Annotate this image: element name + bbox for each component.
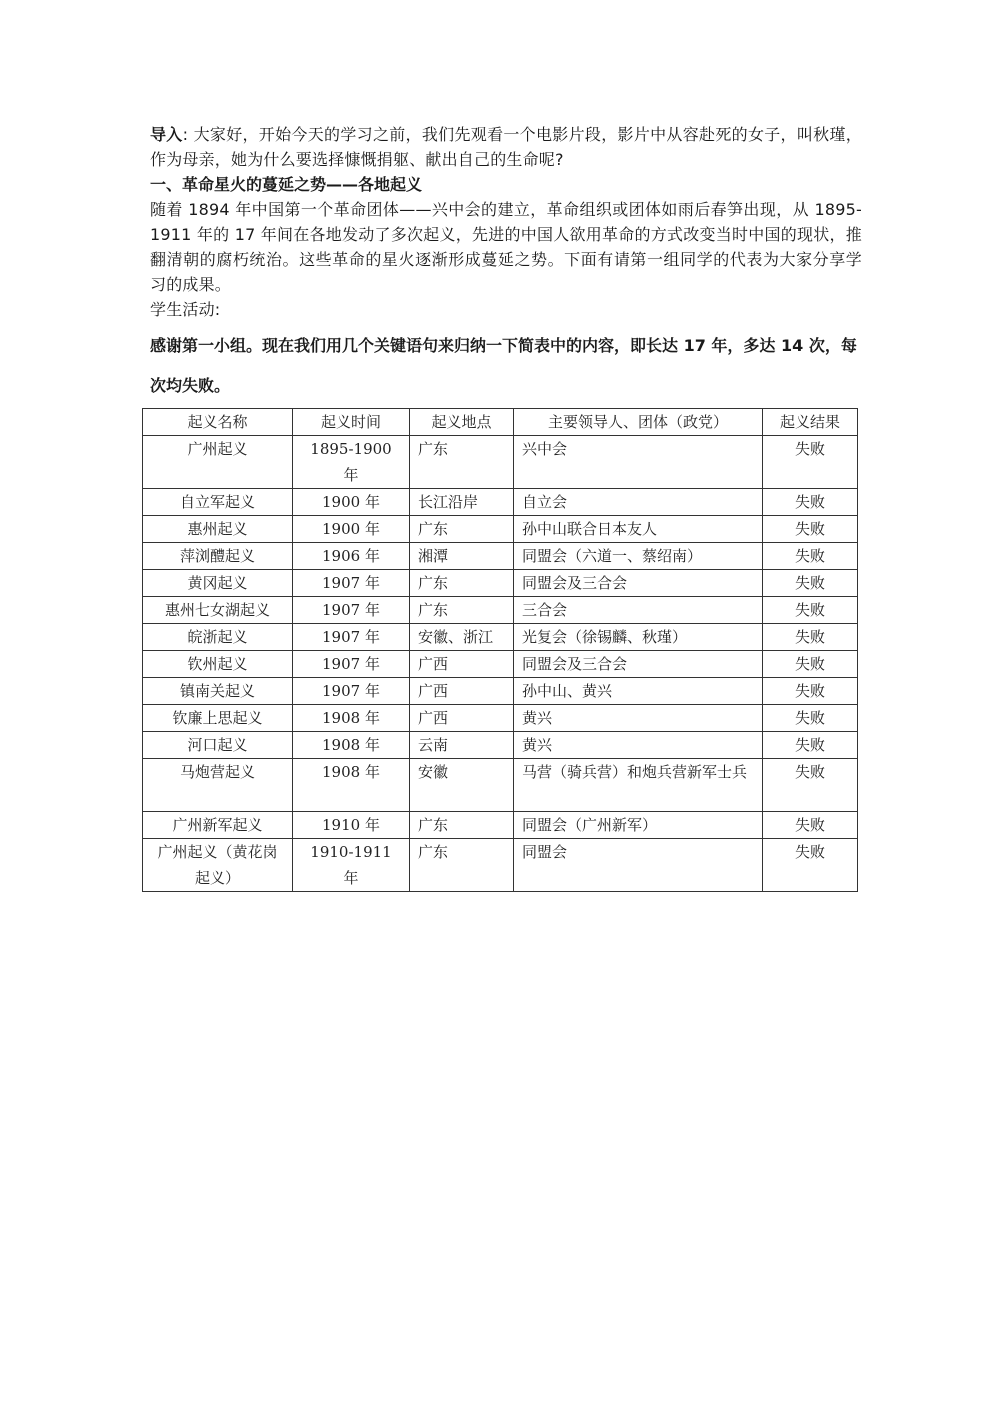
cell-place: 广西 xyxy=(410,705,514,732)
cell-result: 失败 xyxy=(763,651,858,678)
cell-time: 1908 年 xyxy=(293,759,410,812)
cell-time: 1910-1911 年 xyxy=(293,839,410,892)
cell-time: 1907 年 xyxy=(293,678,410,705)
cell-leader: 同盟会（六道一、蔡绍南） xyxy=(514,543,763,570)
cell-leader-text: 马营（骑兵营）和炮兵营新军士兵 xyxy=(522,763,748,781)
cell-result: 失败 xyxy=(763,705,858,732)
intro-label: 导入 xyxy=(150,125,183,144)
header-result: 起义结果 xyxy=(763,409,858,436)
uprisings-table xyxy=(142,408,858,892)
cell-name: 黄冈起义 xyxy=(143,570,293,597)
table-row xyxy=(143,516,858,543)
cell-result: 失败 xyxy=(763,678,858,705)
cell-place: 广东 xyxy=(410,436,514,489)
cell-place: 广东 xyxy=(410,516,514,543)
cell-result: 失败 xyxy=(763,570,858,597)
table-row xyxy=(143,436,858,489)
cell-result: 失败 xyxy=(763,436,858,489)
table-row xyxy=(143,839,858,892)
cell-name: 惠州七女湖起义 xyxy=(143,597,293,624)
cell-name: 广州起义 xyxy=(143,436,293,489)
cell-time: 1900 年 xyxy=(293,516,410,543)
cell-place: 长江沿岸 xyxy=(410,489,514,516)
cell-name: 河口起义 xyxy=(143,732,293,759)
cell-leader: 同盟会 xyxy=(514,839,763,892)
cell-result: 失败 xyxy=(763,516,858,543)
cell-leader: 黄兴 xyxy=(514,732,763,759)
cell-name: 镇南关起义 xyxy=(143,678,293,705)
activity-label: 学生活动: xyxy=(150,300,221,319)
cell-name: 自立军起义 xyxy=(143,489,293,516)
cell-result: 失败 xyxy=(763,489,858,516)
cell-time: 1907 年 xyxy=(293,570,410,597)
cell-time: 1907 年 xyxy=(293,624,410,651)
cell-time: 1900 年 xyxy=(293,489,410,516)
cell-place: 广西 xyxy=(410,651,514,678)
cell-leader: 光复会（徐锡麟、秋瑾） xyxy=(514,624,763,651)
cell-time: 1906 年 xyxy=(293,543,410,570)
intro-paragraph xyxy=(150,122,862,172)
document-body xyxy=(150,122,862,406)
cell-place: 广东 xyxy=(410,597,514,624)
uprisings-table-wrapper xyxy=(142,408,858,892)
cell-leader: 同盟会（广州新军） xyxy=(514,812,763,839)
cell-time: 1907 年 xyxy=(293,597,410,624)
table-row xyxy=(143,759,858,812)
cell-leader: 孙中山、黄兴 xyxy=(514,678,763,705)
table-row xyxy=(143,678,858,705)
cell-place: 云南 xyxy=(410,732,514,759)
cell-time: 1907 年 xyxy=(293,651,410,678)
section-body: 随着 1894 年中国第一个革命团体——兴中会的建立，革命组织或团体如雨后春笋出现，从 1895-1911 年的 17 年间在各地发动了多次起义，先进的中国人欲用革命的方式改变当时中国的现状，推翻清朝的腐朽统治。这些革命的星火逐渐形成蔓延之势。下面有请第一组同学的代表为大家分享学习的成果。 xyxy=(150,200,862,294)
cell-name: 惠州起义 xyxy=(143,516,293,543)
header-time: 起义时间 xyxy=(293,409,410,436)
cell-name: 皖浙起义 xyxy=(143,624,293,651)
table-row xyxy=(143,651,858,678)
cell-place: 广西 xyxy=(410,678,514,705)
cell-time: 1910 年 xyxy=(293,812,410,839)
intro-colon: : xyxy=(182,125,189,144)
cell-leader: 同盟会及三合会 xyxy=(514,570,763,597)
cell-leader: 孙中山联合日本友人 xyxy=(514,516,763,543)
cell-result: 失败 xyxy=(763,732,858,759)
cell-place: 安徽 xyxy=(410,759,514,812)
cell-name: 马炮营起义 xyxy=(143,759,293,812)
table-row xyxy=(143,812,858,839)
table-row xyxy=(143,489,858,516)
table-row xyxy=(143,543,858,570)
cell-result: 失败 xyxy=(763,543,858,570)
cell-place: 广东 xyxy=(410,812,514,839)
cell-place: 广东 xyxy=(410,839,514,892)
cell-result: 失败 xyxy=(763,759,858,812)
cell-result: 失败 xyxy=(763,839,858,892)
cell-place: 广东 xyxy=(410,570,514,597)
cell-result: 失败 xyxy=(763,624,858,651)
header-place: 起义地点 xyxy=(410,409,514,436)
header-name: 起义名称 xyxy=(143,409,293,436)
header-leader: 主要领导人、团体（政党） xyxy=(514,409,763,436)
table-row xyxy=(143,570,858,597)
summary-text: 感谢第一小组。现在我们用几个关键语句来归纳一下简表中的内容，即长达 17 年，多达 14 次，每次均失败。 xyxy=(150,336,857,395)
intro-text: 大家好，开始今天的学习之前，我们先观看一个电影片段，影片中从容赴死的女子，叫秋瑾，作为母亲，她为什么要选择慷慨捐躯、献出自己的生命呢? xyxy=(150,125,862,169)
section-heading: 一、革命星火的蔓延之势——各地起义 xyxy=(150,175,423,194)
table-row xyxy=(143,597,858,624)
table-row xyxy=(143,705,858,732)
cell-leader: 自立会 xyxy=(514,489,763,516)
cell-result: 失败 xyxy=(763,597,858,624)
table-row xyxy=(143,732,858,759)
cell-leader xyxy=(514,759,763,812)
cell-result: 失败 xyxy=(763,812,858,839)
cell-place: 湘潭 xyxy=(410,543,514,570)
cell-time: 1908 年 xyxy=(293,732,410,759)
cell-time: 1895-1900 年 xyxy=(293,436,410,489)
table-header-row xyxy=(143,409,858,436)
cell-name: 钦廉上思起义 xyxy=(143,705,293,732)
cell-place: 安徽、浙江 xyxy=(410,624,514,651)
cell-leader: 三合会 xyxy=(514,597,763,624)
cell-name: 广州起义（黄花岗起义） xyxy=(143,839,293,892)
cell-leader: 同盟会及三合会 xyxy=(514,651,763,678)
table-row xyxy=(143,624,858,651)
cell-leader: 黄兴 xyxy=(514,705,763,732)
cell-name: 广州新军起义 xyxy=(143,812,293,839)
cell-leader: 兴中会 xyxy=(514,436,763,489)
cell-name: 钦州起义 xyxy=(143,651,293,678)
cell-name: 萍浏醴起义 xyxy=(143,543,293,570)
cell-time: 1908 年 xyxy=(293,705,410,732)
